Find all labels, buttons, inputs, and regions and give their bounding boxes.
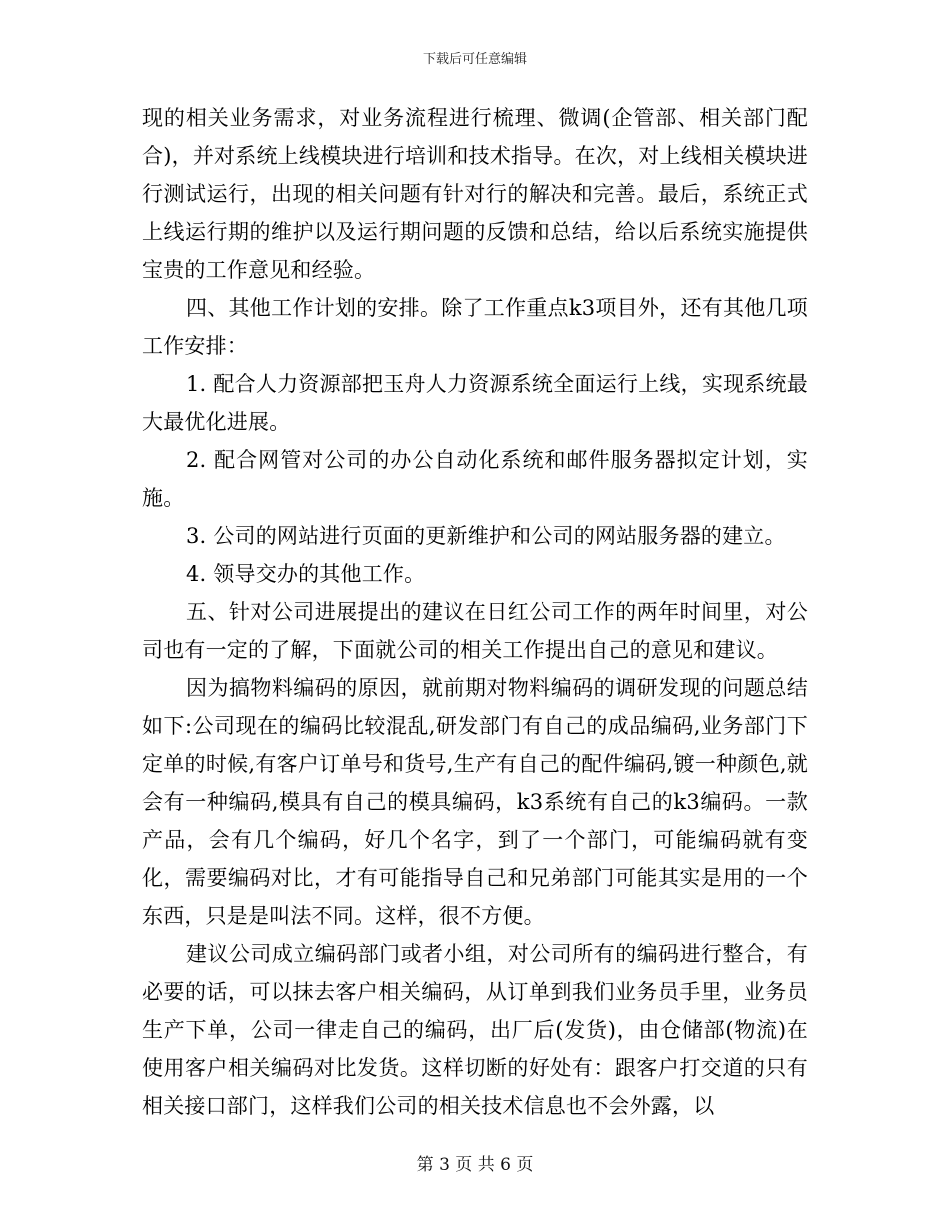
page-header: 下载后可任意编辑: [422, 52, 527, 67]
paragraph-continuation: 现的相关业务需求，对业务流程进行梳理、微调(企管部、相关部门配合)，并对系统上线模块进行培训和技术指导。在次，对上线相关模块进行测试运行，出现的相关问题有针对行的解决和完善。最后，系统正式上线运行期的维护以及运行期问题的反馈和总结，给以后系统实施提供宝贵的工作意见和经验。: [142, 106, 808, 282]
document-body: [142, 99, 808, 1125]
list-item-1: 1. 配合人力资源部把玉舟人力资源系统全面运行上线，实现系统最大最优化进展。: [142, 372, 808, 434]
paragraph-section-five: 五、针对公司进展提出的建议在日红公司工作的两年时间里，对公司也有一定的了解，下面就公司的相关工作提出自己的意见和建议。: [142, 600, 808, 662]
list-item-2: 2. 配合网管对公司的办公自动化系统和邮件服务器拟定计划，实施。: [142, 448, 808, 510]
paragraph-section-four: 四、其他工作计划的安排。除了工作重点k3项目外，还有其他几项工作安排：: [142, 296, 808, 358]
paragraph-coding-suggestion: 建议公司成立编码部门或者小组，对公司所有的编码进行整合，有必要的话，可以抹去客户相关编码，从订单到我们业务员手里，业务员生产下单，公司一律走自己的编码，出厂后(发货)，由仓储部(物流)在使用客户相关编码对比发货。这样切断的好处有：跟客户打交道的只有相关接口部门，这样我们公司的相关技术信息也不会外露，以: [142, 942, 808, 1118]
page-number: 第 3 页 共 6 页: [416, 1155, 534, 1175]
list-item-3: 3. 公司的网站进行页面的更新维护和公司的网站服务器的建立。: [186, 524, 786, 548]
paragraph-coding-issues: 因为搞物料编码的原因，就前期对物料编码的调研发现的问题总结如下:公司现在的编码比较混乱,研发部门有自己的成品编码,业务部门下定单的时候,有客户订单号和货号,生产有自己的配件编码,镀一种颜色,就会有一种编码,模具有自己的模具编码，k3系统有自己的k3编码。一款产品，会有几个编码，好几个名字，到了一个部门，可能编码就有变化，需要编码对比，才有可能指导自己和兄弟部门可能其实是用的一个东西，只是是叫法不同。这样，很不方便。: [142, 676, 808, 928]
list-item-4: 4. 领导交办的其他工作。: [186, 562, 426, 586]
